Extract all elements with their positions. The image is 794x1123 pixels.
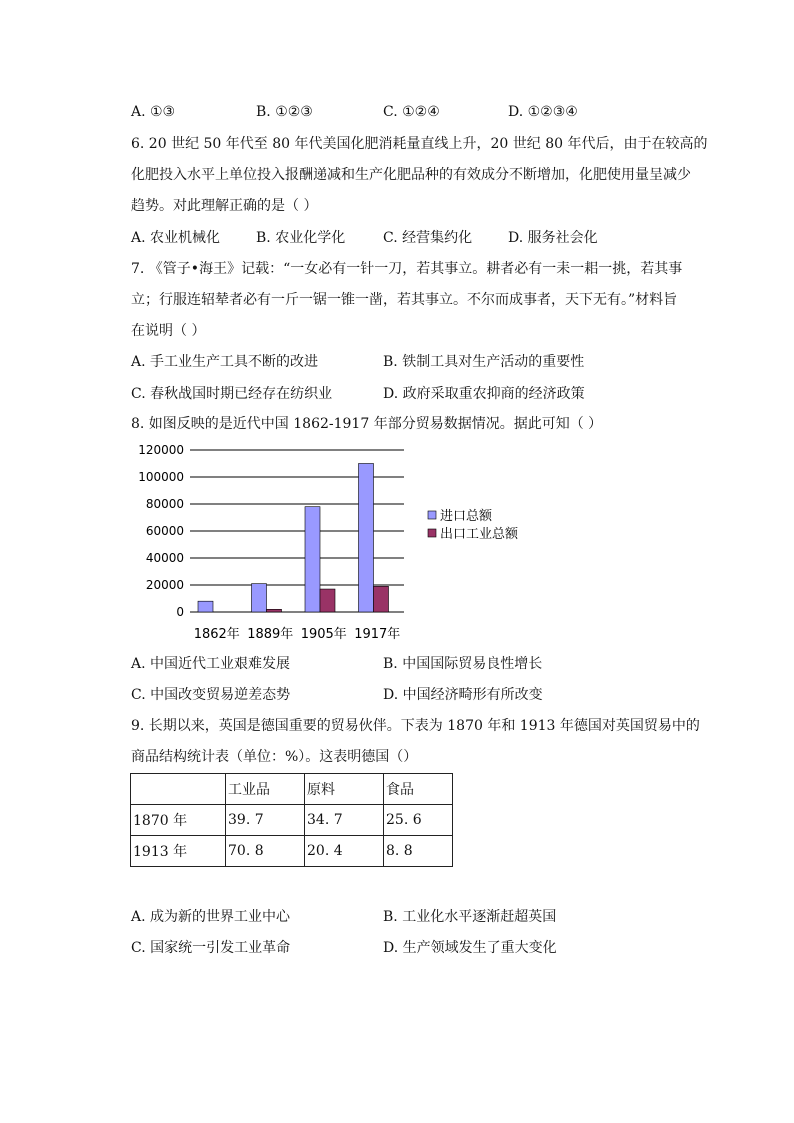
- bar-import: [359, 464, 374, 613]
- bar-import: [252, 584, 267, 612]
- table-cell: 8. 8: [384, 836, 453, 867]
- q6-stem-line-1: 6. 20 世纪 50 年代至 80 年代美国化肥消耗量直线上升，20 世纪 80 年代后，由于在较高的: [131, 136, 708, 152]
- table-header-row: [131, 774, 453, 805]
- table-header-cell: [131, 774, 226, 805]
- y-tick-label: 40000: [145, 551, 184, 565]
- q9-option-b: B. 工业化水平逐渐赶超英国: [383, 909, 557, 925]
- bar-import: [305, 507, 320, 612]
- q7-option-d: D. 政府采取重农抑商的经济政策: [383, 386, 585, 402]
- table-cell: 34. 7: [305, 805, 384, 836]
- bar-export: [320, 589, 335, 612]
- table-cell: 1913 年: [131, 836, 226, 867]
- q7-stem-line-3: 在说明（ ）: [131, 323, 206, 339]
- legend-swatch: [428, 529, 436, 537]
- q9-trade-structure-table: [130, 773, 453, 867]
- y-tick-label: 100000: [138, 470, 184, 484]
- table-header-cell: 食品: [384, 774, 453, 805]
- table-cell: 20. 4: [305, 836, 384, 867]
- bar-export: [267, 609, 282, 612]
- trade-bar-chart: [124, 440, 544, 652]
- q7-option-b: B. 铁制工具对生产活动的重要性: [383, 354, 585, 370]
- q8-option-a: A. 中国近代工业艰难发展: [131, 656, 291, 672]
- q5-option-a: A. ①③: [131, 104, 176, 120]
- legend-swatch: [428, 511, 436, 519]
- q9-option-c: C. 国家统一引发工业革命: [131, 940, 291, 956]
- q6-stem-line-2: 化肥投入水平上单位投入报酬递减和生产化肥品种的有效成分不断增加，化肥使用量呈减少: [131, 167, 691, 183]
- q9-stem-line-1: 9. 长期以来，英国是德国重要的贸易伙伴。下表为 1870 年和 1913 年德国对英国贸易中的: [131, 718, 700, 734]
- bar-export: [374, 586, 389, 612]
- x-tick-label: 1917年: [354, 627, 401, 642]
- q9-option-a: A. 成为新的世界工业中心: [131, 909, 291, 925]
- q8-option-d: D. 中国经济畸形有所改变: [383, 687, 543, 703]
- table-cell: 1870 年: [131, 805, 226, 836]
- x-tick-label: 1889年: [247, 627, 294, 642]
- table-cell: 70. 8: [226, 836, 305, 867]
- table-cell: 25. 6: [384, 805, 453, 836]
- q7-stem-line-1: 7. 《管子•海王》记载：“一女必有一针一刀，若其事立。耕者必有一耒一耜一挑，若其事: [131, 261, 683, 277]
- legend-label: 出口工业总额: [440, 527, 519, 542]
- x-tick-label: 1862年: [193, 627, 240, 642]
- bar-import: [198, 601, 213, 612]
- legend-label: 进口总额: [440, 509, 493, 524]
- q6-option-c: C. 经营集约化: [383, 230, 473, 246]
- table-header-cell: 原料: [305, 774, 384, 805]
- q6-stem-line-3: 趋势。对此理解正确的是（ ）: [131, 198, 318, 214]
- q7-option-c: C. 春秋战国时期已经存在纺织业: [131, 386, 333, 402]
- table-header-cell: 工业品: [226, 774, 305, 805]
- y-tick-label: 120000: [138, 443, 184, 457]
- q8-stem: 8. 如图反映的是近代中国 1862-1917 年部分贸易数据情况。据此可知（ ）: [131, 416, 603, 432]
- q8-option-b: B. 中国国际贸易良性增长: [383, 656, 543, 672]
- q6-option-b: B. 农业化学化: [256, 230, 346, 246]
- q6-option-d: D. 服务社会化: [508, 230, 598, 246]
- q9-option-d: D. 生产领域发生了重大变化: [383, 940, 557, 956]
- table-row: [131, 805, 453, 836]
- y-tick-label: 0: [176, 605, 184, 619]
- y-tick-label: 60000: [145, 524, 184, 538]
- table-row: [131, 836, 453, 867]
- q8-option-c: C. 中国改变贸易逆差态势: [131, 687, 291, 703]
- q7-stem-line-2: 立；行服连轺辇者必有一斤一锯一锥一凿，若其事立。不尔而成事者，天下无有。”材料旨: [131, 292, 678, 308]
- q6-option-a: A. 农业机械化: [131, 230, 221, 246]
- y-tick-label: 20000: [145, 578, 184, 592]
- q5-option-d: D. ①②③④: [508, 104, 578, 120]
- y-tick-label: 80000: [145, 497, 184, 511]
- q5-option-b: B. ①②③: [256, 104, 313, 120]
- table-cell: 39. 7: [226, 805, 305, 836]
- q7-option-a: A. 手工业生产工具不断的改进: [131, 354, 319, 370]
- q9-stem-line-2: 商品结构统计表（单位：%）。这表明德国（）: [131, 749, 418, 765]
- q5-option-c: C. ①②④: [383, 104, 440, 120]
- x-tick-label: 1905年: [300, 627, 347, 642]
